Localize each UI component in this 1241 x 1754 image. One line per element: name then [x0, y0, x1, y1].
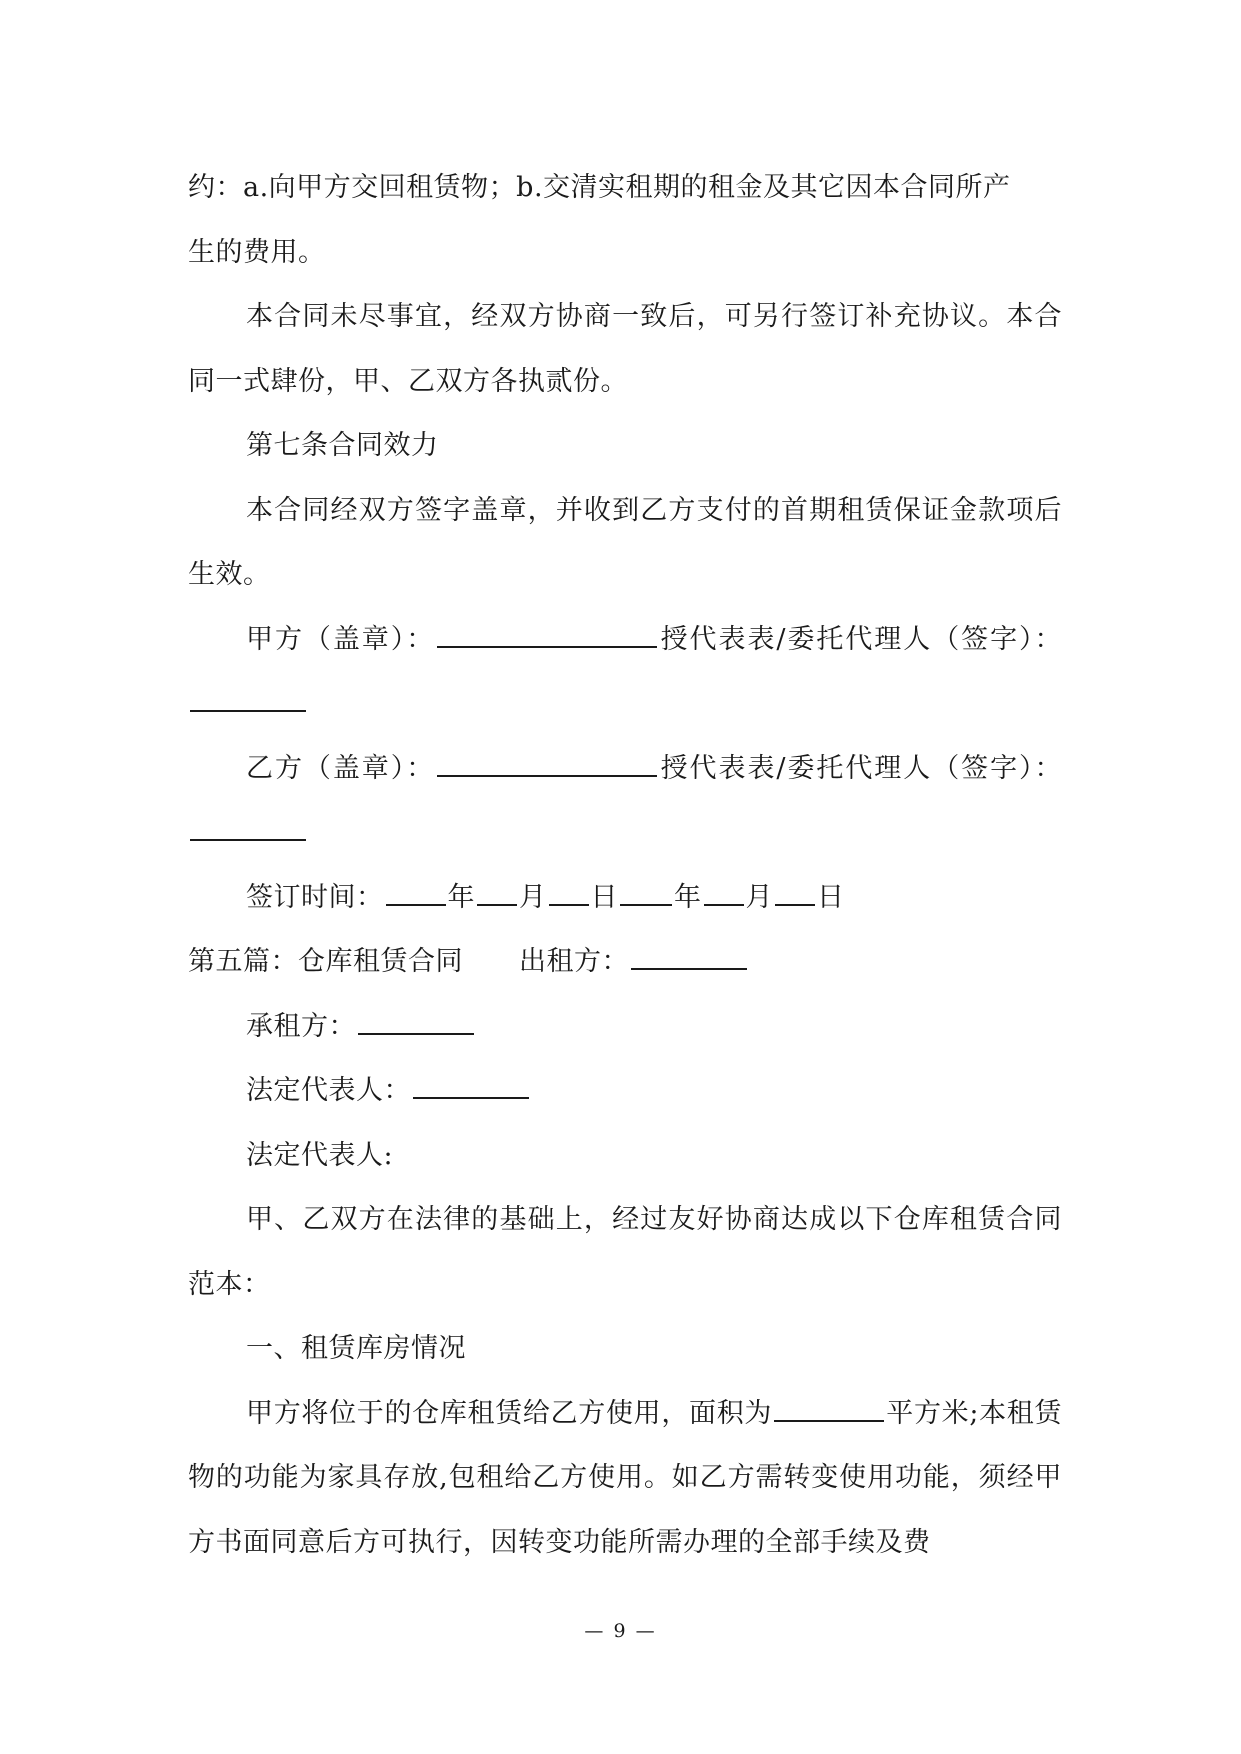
signing-date-line: 签订时间： 年 月 日 年 月 日: [246, 881, 845, 913]
party-a-seal-blank: [437, 624, 657, 648]
party-b-seal-label: 乙方（盖章）：: [246, 752, 436, 784]
article-7-heading: 第七条合同效力: [246, 430, 439, 461]
lessor-label: 出租方：: [519, 946, 629, 977]
party-b-rep-label: 授代表表/委托代理人（签字）：: [659, 752, 1062, 784]
day-blank-2: [775, 882, 815, 906]
paragraph-termination-line1: 约：a.向甲方交回租赁物；b.交清实租期的租金及其它因本合同所产: [188, 172, 1011, 203]
lessee-blank: [358, 1011, 474, 1035]
paragraph-warehouse-info: 甲方将位于的仓库租赁给乙方使用，面积为 平方米;本租赁物的功能为家具存放,包租给乙方使用。如乙方需转变使用功能，须经甲方书面同意后方可执行，因转变功能所需办理的全部手续及费: [188, 1397, 1062, 1558]
document-body: [188, 156, 1062, 1575]
legal-rep-line-1: [188, 1059, 1062, 1124]
paragraph-termination-line2: 生的费用。: [188, 236, 326, 268]
party-a-signature-line: [188, 608, 1062, 737]
lessee-label: 承租方：: [246, 1010, 356, 1042]
sign-time-label: 签订时间：: [246, 881, 384, 913]
area-blank: [774, 1398, 884, 1422]
legal-rep-label-1: 法定代表人：: [246, 1075, 411, 1106]
lessor-blank: [631, 946, 747, 970]
party-a-rep-blank: [190, 688, 306, 712]
lessee-line: [188, 995, 1062, 1060]
month-blank-1: [477, 882, 517, 906]
party-a-rep-label: 授代表表/委托代理人（签字）：: [659, 623, 1062, 655]
party-a-seal-label: 甲方（盖章）：: [246, 623, 436, 655]
legal-rep-blank: [413, 1075, 529, 1099]
party-b-rep-blank: [190, 817, 306, 841]
legal-rep-line-2: 法定代表人:: [246, 1139, 394, 1171]
section-1-heading: 一、租赁库房情况: [246, 1333, 466, 1364]
page-number: — 9 —: [584, 1620, 657, 1642]
party-b-seal-blank: [437, 753, 657, 777]
year-blank-2: [620, 882, 672, 906]
paragraph-intro: 甲、乙双方在法律的基础上，经过友好协商达成以下仓库租赁合同范本：: [188, 1204, 1062, 1300]
paragraph-supplementary: 本合同未尽事宜，经双方协商一致后，可另行签订补充协议。本合同一式肆份，甲、乙双方各执贰份。: [188, 301, 1062, 397]
paragraph-effectiveness: 本合同经双方签字盖章，并收到乙方支付的首期租赁保证金款项后生效。: [188, 494, 1062, 590]
year-blank-1: [386, 882, 446, 906]
chapter-5-title: 第五篇：仓库租赁合同: [188, 946, 463, 977]
chapter-5-heading-line: [188, 930, 1062, 995]
day-blank-1: [549, 882, 589, 906]
month-blank-2: [704, 882, 744, 906]
party-b-signature-line: [188, 737, 1062, 866]
